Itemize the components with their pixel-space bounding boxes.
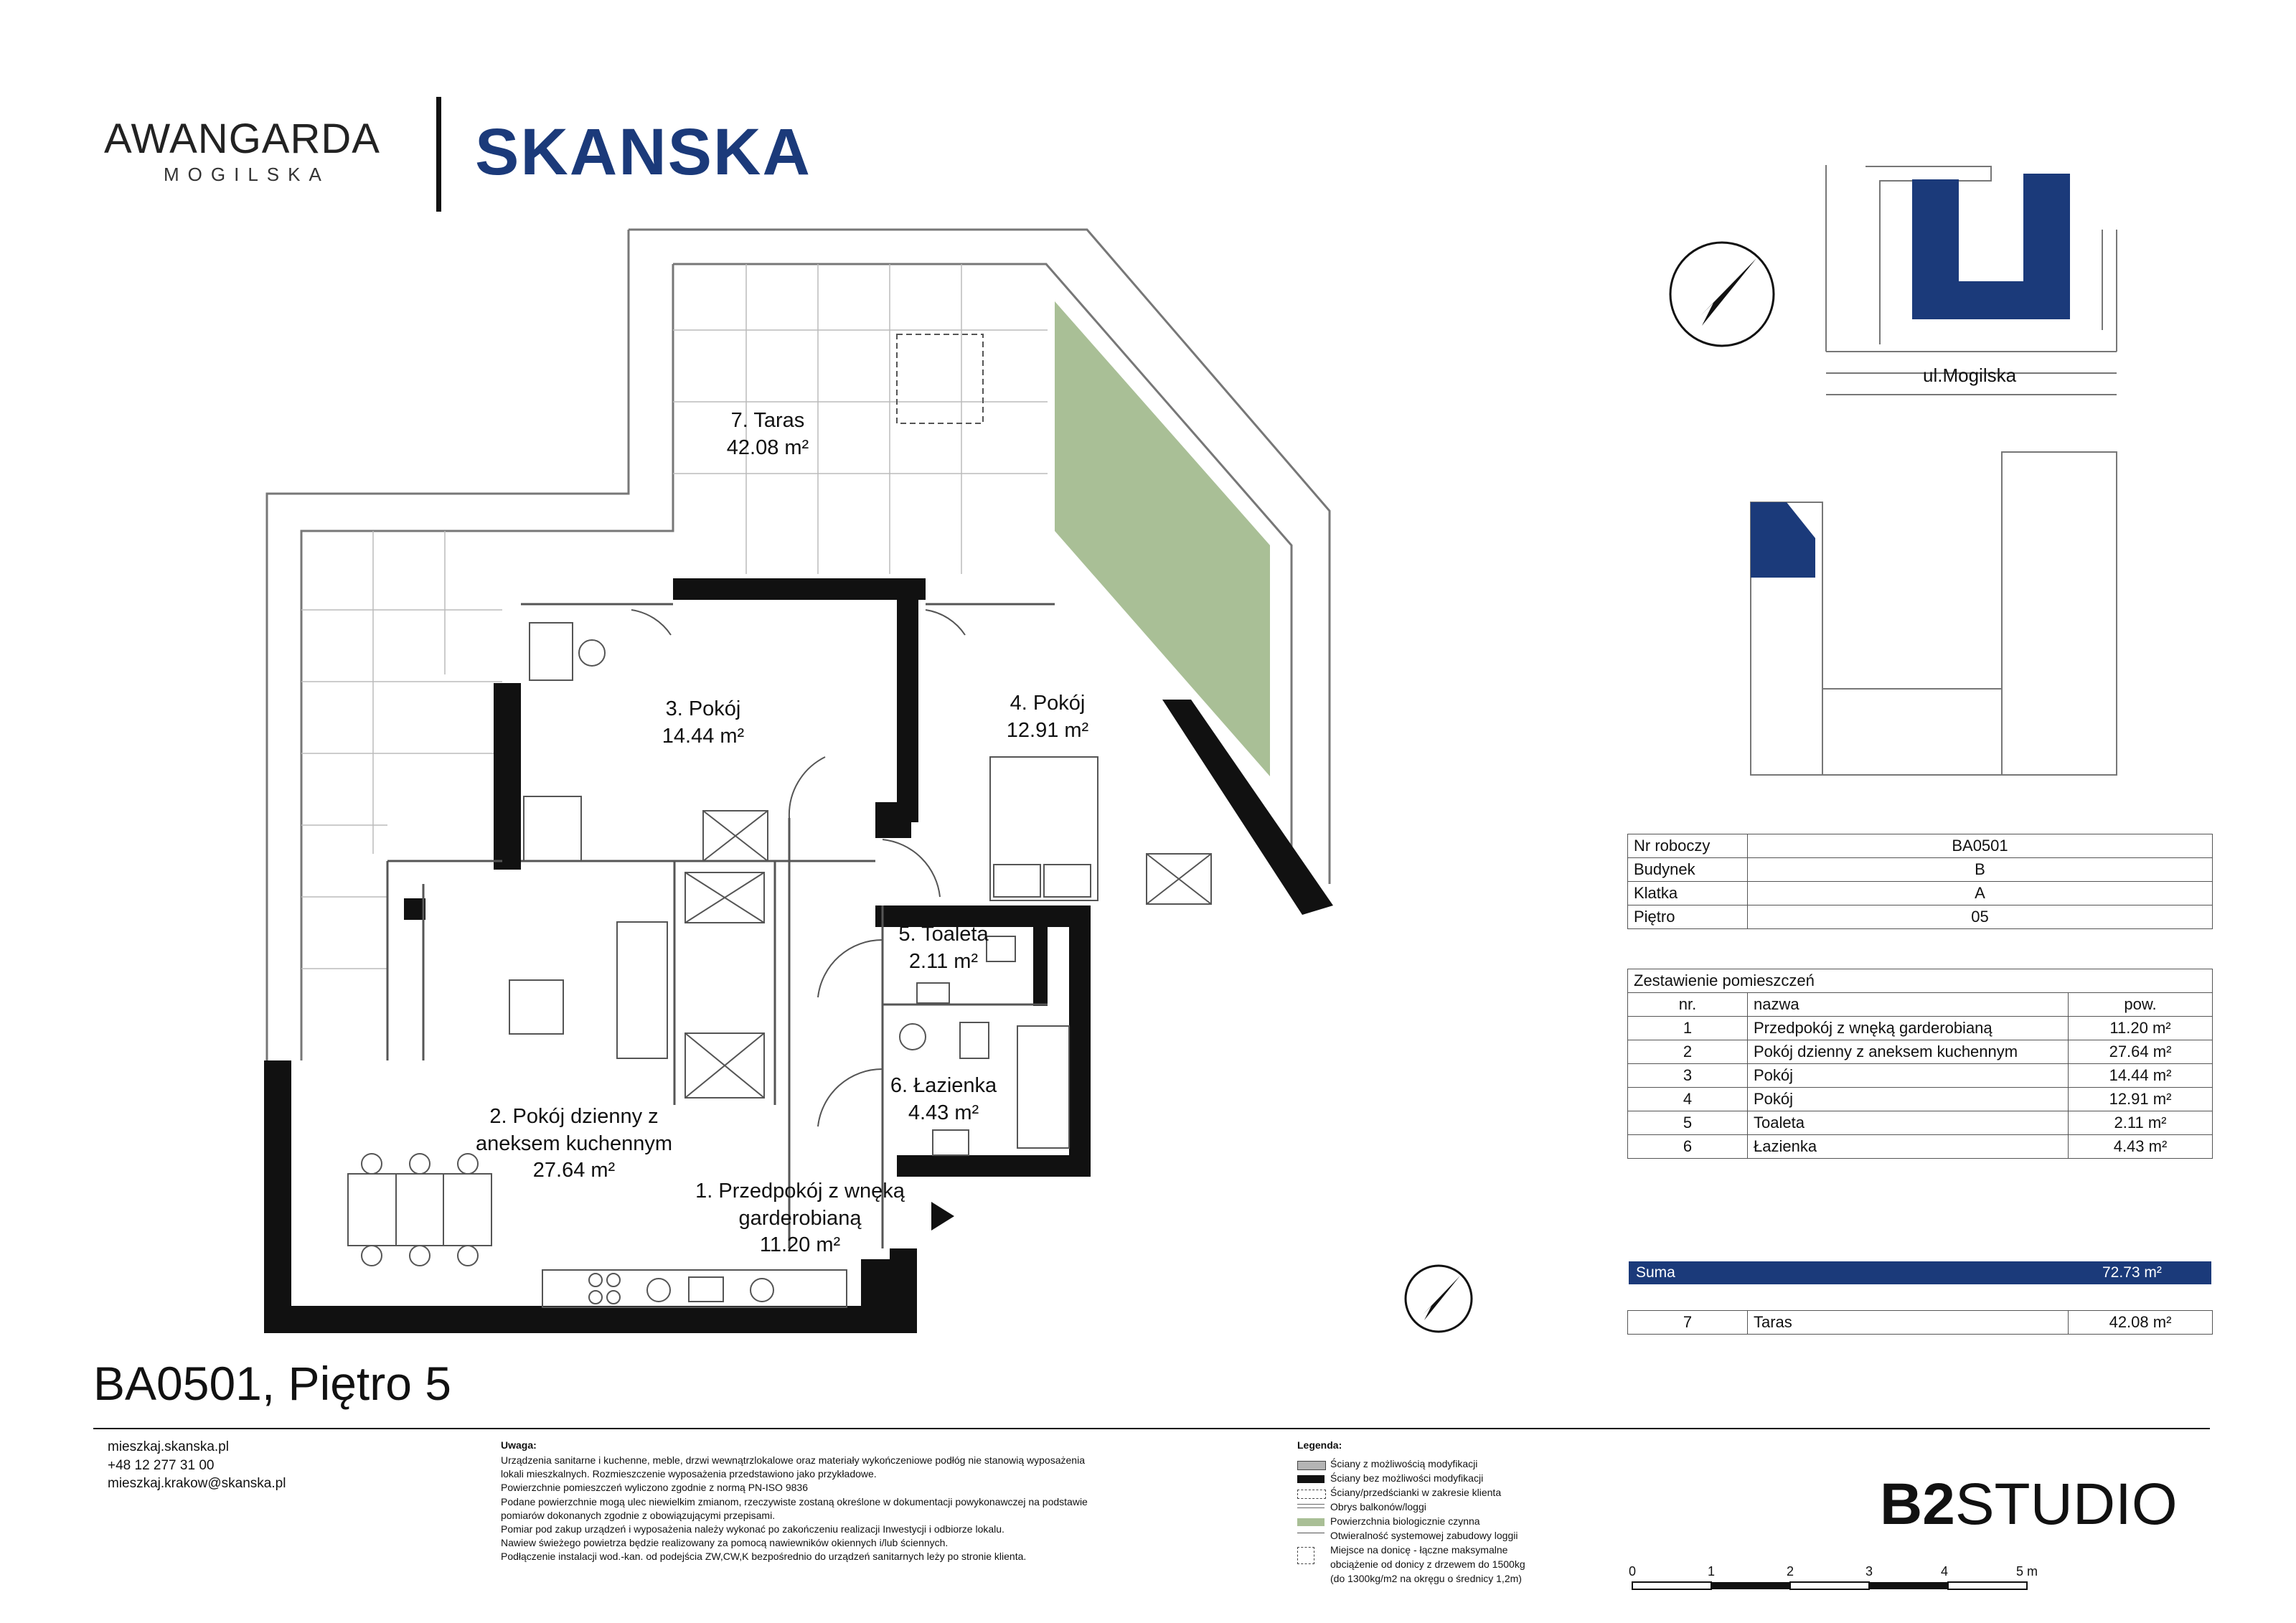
room-name: 7. Taras <box>730 409 805 432</box>
contact-phone[interactable]: +48 12 277 31 00 <box>108 1457 215 1473</box>
legend-swatch-loggia <box>1297 1533 1325 1541</box>
note-line: pomiarów dokonanych zgodnie z obowiązującymi przepisami. <box>501 1509 776 1521</box>
notes-heading: Uwaga: <box>501 1439 537 1451</box>
rooms-table-title: Zestawienie pomieszczeń <box>1628 969 2213 993</box>
table-header: nr. nazwa pow. <box>1628 993 2213 1017</box>
table-row: Budynek B <box>1628 858 2213 882</box>
table-row: 2 Pokój dzienny z aneksem kuchennym 27.64 m² <box>1628 1040 2213 1064</box>
divider <box>93 1428 2210 1429</box>
plan-compass <box>1406 1266 1472 1332</box>
legend-swatch-fixed <box>1297 1475 1325 1483</box>
table-row: 3 Pokój 14.44 m² <box>1628 1064 2213 1088</box>
legend-swatch-client <box>1297 1490 1326 1499</box>
legend-swatch-planter <box>1297 1547 1314 1564</box>
room-area: 2.11 m² <box>908 949 979 973</box>
planter-spot <box>897 334 983 423</box>
legend-item: Ściany/przedścianki w zakresie klienta <box>1330 1487 1502 1498</box>
room-przedpokoj-label <box>682 1178 918 1259</box>
room-name-cont: aneksem kuchennym <box>475 1132 673 1155</box>
taras-table <box>1627 1310 2213 1335</box>
legend-item: Powierzchnia biologicznie czynna <box>1330 1515 1480 1527</box>
legend-item: Miejsce na donicę - łączne maksymalne <box>1330 1544 1508 1556</box>
table-row: 7 Taras 42.08 m² <box>1628 1311 2213 1335</box>
table-row: Nr roboczy BA0501 <box>1628 834 2213 858</box>
scale-bar <box>1625 1568 2041 1596</box>
room-area: 11.20 m² <box>759 1233 841 1257</box>
contact-web[interactable]: mieszkaj.skanska.pl <box>108 1439 229 1454</box>
site-plan <box>1826 165 2117 395</box>
note-line: Powierzchnie pomieszczeń wyliczono zgodnie z normą PN-ISO 9836 <box>501 1482 808 1494</box>
street-label: ul.Mogilska <box>1923 364 2017 386</box>
room-area: 14.44 m² <box>662 724 745 748</box>
building-footprint <box>1912 174 2070 319</box>
legend-swatch-balcony <box>1297 1504 1325 1508</box>
contact-block <box>108 1438 286 1493</box>
note-line: Nawiew świeżego powietrza będzie realizowany za pomocą nawiewników okiennych i/lub ściennych. <box>501 1537 949 1549</box>
suma-bar <box>1629 1261 2211 1284</box>
note-line: lokali mieszkalnych. Rozmieszczenie wyposażenia przedstawiono jako przykładowe. <box>501 1468 877 1480</box>
table-row: 1 Przedpokój z wnęką garderobianą 11.20 m² <box>1628 1017 2213 1040</box>
legend-item: Ściany z możliwością modyfikacji <box>1330 1458 1478 1469</box>
suma-value: 72.73 m² <box>2102 1264 2162 1281</box>
note-line: Pomiar pod zakup urządzeń i wyposażenia należy wykonać po zakończeniu realizacji Inwestycji i odbiorze lokalu. <box>501 1523 1004 1535</box>
b2studio-logo: B2STUDIO <box>1880 1472 2178 1537</box>
room-name: 6. Łazienka <box>890 1074 997 1097</box>
room-pokoj4-label <box>976 690 1119 744</box>
scale-label: 0 <box>1629 1564 1637 1579</box>
site-compass <box>1670 243 1774 346</box>
table-row: 5 Toaleta 2.11 m² <box>1628 1111 2213 1135</box>
room-area: 42.08 m² <box>726 436 809 459</box>
legend-item: Obrys balkonów/loggi <box>1330 1501 1426 1513</box>
room-name: 3. Pokój <box>665 697 741 720</box>
page-title: BA0501, Piętro 5 <box>93 1357 451 1410</box>
table-row: Klatka A <box>1628 882 2213 905</box>
legend-item: (do 1300kg/m2 na okręgu o średnicy 1,2m) <box>1330 1573 1522 1584</box>
legend-item: Ściany bez możliwości modyfikacji <box>1330 1472 1484 1484</box>
table-row: 6 Łazienka 4.43 m² <box>1628 1135 2213 1159</box>
note-line: Podane powierzchnie mogą ulec niewielkim zmianom, rzeczywiste zostaną określone w dokumentacji powykonawczej na podstawie <box>501 1495 1088 1507</box>
note-line: Podłączenie instalacji wod.-kan. od podejścia ZW,CW,K bezpośrednio do urządzeń sanitarnych leży po stronie klienta. <box>501 1551 1027 1563</box>
room-name-cont: garderobianą <box>738 1206 862 1230</box>
scale-label: 3 <box>1866 1564 1873 1579</box>
room-area: 12.91 m² <box>1006 718 1089 742</box>
notes-block <box>501 1454 1211 1563</box>
room-name: 5. Toaleta <box>898 923 989 946</box>
room-area: 27.64 m² <box>532 1159 616 1182</box>
awangarda-logo: AWANGARDA <box>104 116 380 162</box>
room-dzienny-label <box>459 1104 689 1185</box>
room-name: 4. Pokój <box>1010 692 1086 715</box>
legend-swatch-modifiable <box>1297 1461 1326 1470</box>
table-row: 4 Pokój 12.91 m² <box>1628 1088 2213 1111</box>
room-lazienka-label <box>886 1073 1001 1126</box>
room-name: 1. Przedpokój z wnęką <box>695 1180 905 1203</box>
table-row: Piętro 05 <box>1628 905 2213 929</box>
scale-label: 4 <box>1941 1564 1949 1579</box>
entry-arrow <box>931 1202 954 1231</box>
scale-label: 2 <box>1787 1564 1794 1579</box>
room-taras-label <box>689 408 847 461</box>
building-overview <box>1751 452 2117 775</box>
legend-item: obciążenie od donicy z drzewem do 1500kg <box>1330 1558 1525 1570</box>
scale-label: 5 m <box>2016 1564 2038 1579</box>
info-table <box>1627 834 2213 929</box>
skanska-logo: SKANSKA <box>475 116 811 189</box>
contact-email[interactable]: mieszkaj.krakow@skanska.pl <box>108 1476 286 1492</box>
legend-heading: Legenda: <box>1297 1439 1342 1451</box>
mogilska-logo: MOGILSKA <box>164 164 330 185</box>
room-pokoj3-label <box>631 696 775 750</box>
room-name: 2. Pokój dzienny z <box>489 1105 659 1128</box>
legend-swatch-bio <box>1297 1518 1325 1526</box>
scale-label: 1 <box>1708 1564 1716 1579</box>
suma-label: Suma <box>1636 1264 1675 1281</box>
legend-item: Otwieralność systemowej zabudowy loggii <box>1330 1530 1518 1541</box>
room-area: 4.43 m² <box>908 1101 979 1124</box>
note-line: Urządzenia sanitarne i kuchenne, meble, drzwi wewnątrzlokalowe oraz materiały wykończeniowe podłóg nie stanowią wyposażenia <box>501 1454 1085 1466</box>
rooms-table <box>1627 969 2213 1159</box>
room-toaleta-label <box>886 921 1001 975</box>
